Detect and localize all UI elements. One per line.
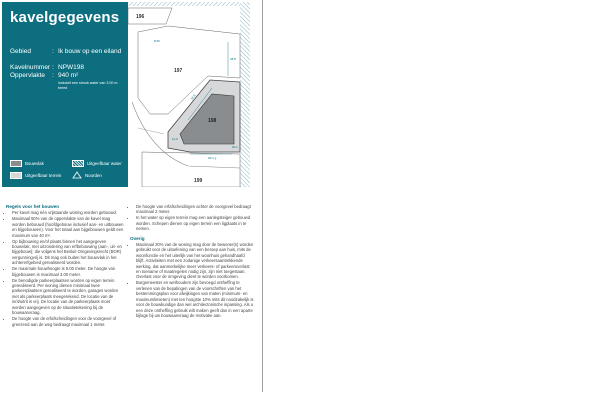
legend-uitgeefbaar-terrein (10, 172, 61, 179)
info-row-kavel (10, 64, 128, 72)
road-line (138, 128, 164, 134)
section-heading: Regels voor het bouwen (6, 204, 60, 209)
legend-noorden (72, 171, 102, 179)
dimension-label: 16.8 (189, 93, 197, 101)
plot-map (128, 2, 262, 187)
gebied-value: Ik bouw op een eiland (58, 48, 122, 55)
info-row-oppervlakte (10, 72, 128, 80)
text-column-right (130, 204, 254, 319)
lot-number-198: 198 (208, 118, 217, 124)
page-title: kavelgegevens (10, 9, 120, 26)
dimension-label: 28.8 (230, 57, 236, 61)
list-item: • In het water op eigen terrein mag een aanlegsteiger gebouwd worden. Schepen dienen op eigen terrein een ligplaats in te nemen. (136, 215, 254, 231)
bouwvlak-swatch (10, 160, 22, 167)
other-list (130, 242, 254, 318)
lot-196-outline (128, 8, 172, 24)
legend-label: Uitgeefbaar terrein (25, 173, 62, 178)
gebied-label: Gebied (10, 48, 31, 55)
dimension-label: 20.1 g (208, 156, 217, 160)
colon: : (52, 72, 54, 79)
opp-note: inclusief een strook water van 3.00 m. breed (58, 81, 119, 90)
lot-number-196: 196 (136, 14, 145, 20)
kavel-label: Kavelnummer (10, 64, 51, 71)
colon: : (52, 48, 54, 55)
water-swatch (72, 160, 84, 167)
legend-label: Uitgeefbaar water (87, 161, 122, 166)
list-item: • De hoogte van erfafscheidingen achter de voorgevel bedraagt maximaal 2 meter. (136, 204, 254, 215)
legend-label: Noorden (85, 172, 102, 178)
info-panel (2, 2, 128, 187)
opp-label: Oppervlakte (10, 72, 46, 79)
water-strip-right (240, 2, 250, 187)
dimension-label: 8.66 (154, 39, 160, 43)
list-item: • De benodigde parkeerplaatsen worden op eigen terrein gerealiseerd. Per woning dienen minimaal twee parkeerplaatsen gerealiseerd te worden, garages worden niet als parkeerplaats meegerekend. De locatie van de inrit/uitrit is vrij. De locatie van de parkeerplaats moet worden aangegeven op de situatietekening bij de bouwaanvraag. (12, 278, 124, 316)
lot-199-outline (142, 152, 240, 187)
text-column-left (6, 204, 124, 328)
list-item: • Burgemeester en wethouders zijn bevoegd ontheffing te verlenen van de bepalingen van de voorschriften van het bestemmingsplan voor afwijkingen van maten (minimum- en maximumlimieten) met ten hoogste 10% mits dit noodzakelijk is voor de bouwkundige dan wel architectonische inpassing. Als u een deze ontheffing gebruik wilt maken geeft dan in een aparte bijlage bij uw bouwaanvraag de motivatie aan. (136, 280, 254, 318)
list-item: • De hoogte van de erfafscheidingen voor de voorgevel of grenzend aan de weg bedraagt maximaal 1 meter. (12, 316, 124, 327)
list-item: • Per kavel mag één vrijstaande woning worden gebouwd. (12, 210, 124, 215)
legend-uitgeefbaar-water (72, 160, 122, 167)
rules-list (130, 204, 254, 232)
opp-value: 940 m² (58, 72, 79, 79)
section-heading: Overig (130, 235, 145, 241)
info-row-gebied (10, 48, 128, 56)
colon: : (52, 64, 54, 71)
dimension-label: 12.6 (172, 137, 178, 141)
kavel-value: NPW198 (58, 64, 85, 71)
plot-map-drawing (128, 2, 262, 187)
terrein-swatch (10, 172, 22, 179)
north-arrow-icon (72, 171, 82, 179)
dimension-label: 20.1 (232, 145, 238, 149)
list-item: • De maximale bouwhoogte is 9.00 meter. De hoogte van bijgebouwen is maximaal 3.00 meter. (12, 266, 124, 277)
lot-number-199: 199 (194, 178, 203, 184)
legend-bouwvlak (10, 160, 44, 167)
legend-label: Bouwvlak (25, 161, 44, 166)
list-item: • Op bijbouwing en/of plaats binnen het aangegeven bouwvlak, met uitzondering van erfbebouwing (aan-, uit- en bijgebouw); die volgens het Besluit Omgevingsrecht (BOR) vergunningvrij is. Dit mag ook buiten het bouwvlak in het achtererfgebied gerealiseerd worden. (12, 239, 124, 266)
list-item: • Maximaal 50% van de oppervlakte van de kavel mag worden bebouwd (hoofdgebouw inclusief aan- en uitbouwen en bijgebouwen). Voor het totaal aan bijgebouwen geldt een maximum van 40 m². (12, 216, 124, 238)
list-item: • Maximaal 20% van de woning mag door de bewoner(s) worden gebruikt voor de uitoefening van een beroep aan huis, mits de woonfunctie en het uiterlijk van het woonhuis gehandhaafd blijft. Activiteiten met een zodanige verkeersaantrekkende werking, dat aanmerkelijke meer verkeers- of parkeeroverlast en toename of maatregelen nodig zijn, zijn niet toegestaan. Overlast voor de omgeving dient te worden voorkomen. (136, 242, 254, 280)
rules-list (6, 210, 124, 327)
plot-info (10, 48, 128, 90)
lot-number-197: 197 (174, 68, 183, 74)
brochure-page (0, 0, 263, 392)
